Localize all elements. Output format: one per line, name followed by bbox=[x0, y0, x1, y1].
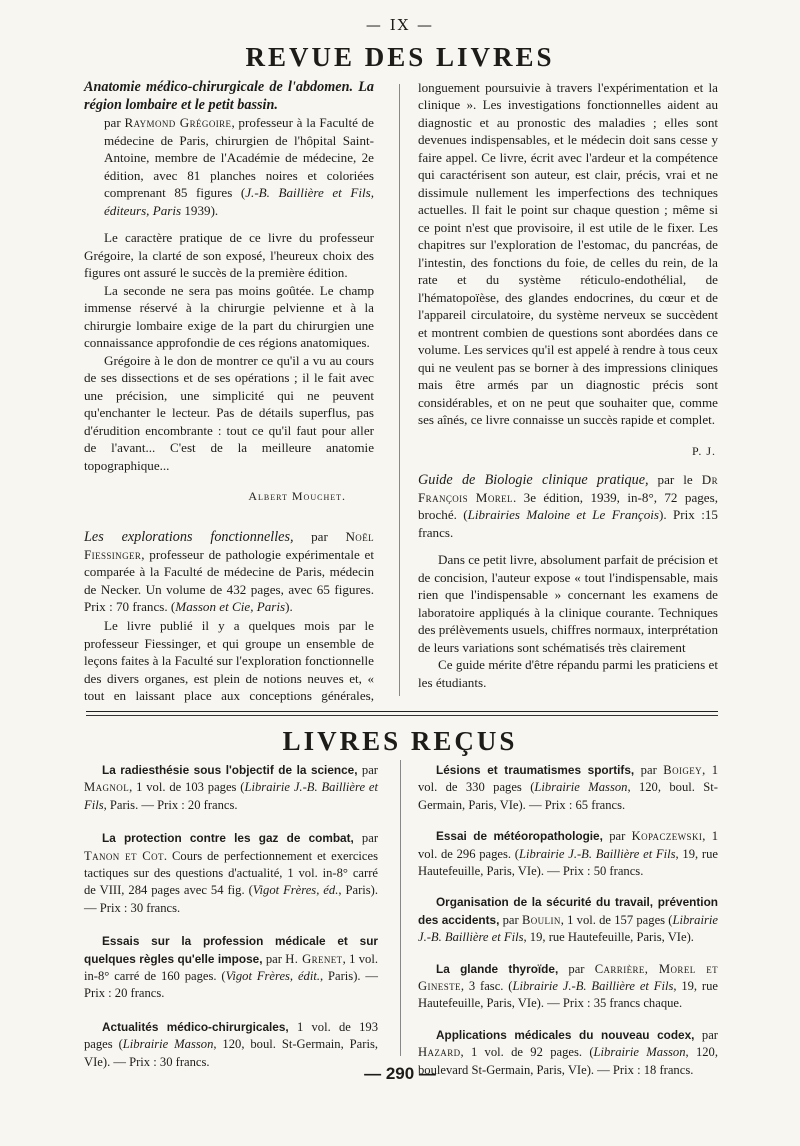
recu-entry bbox=[84, 762, 378, 814]
recu-price: , Paris. — Prix : 20 francs. bbox=[103, 797, 238, 812]
guide-title: Guide de Biologie clinique pratique, bbox=[418, 471, 649, 488]
recu-title: Essai de météoropathologie, bbox=[436, 829, 603, 844]
revue-right-column bbox=[418, 78, 718, 691]
explorations-publisher: Masson et Cie, Paris bbox=[175, 599, 286, 614]
recu-publisher: Librairie Masson bbox=[593, 1045, 686, 1060]
explorations-signature: P. J. bbox=[691, 444, 716, 458]
anatomie-title: Anatomie médico-chirurgicale de l'abdomen. La région lombaire et le petit bassin. bbox=[84, 79, 374, 113]
recu-publisher: Librairie Masson bbox=[534, 780, 628, 795]
recu-publisher: Vigot Frères, éd. bbox=[252, 883, 339, 898]
guide-publisher: Librairies Maloine et Le François bbox=[467, 507, 660, 522]
explorations-continued bbox=[418, 78, 718, 427]
recu-price: , 19, rue Hautefeuille, Paris, VIe). — Prix : 50 francs. bbox=[418, 846, 718, 879]
recu-by: par bbox=[694, 1027, 719, 1042]
recu-by: par bbox=[602, 829, 632, 844]
recu-by: par bbox=[499, 912, 522, 927]
recu-author: Carrière, Morel et Gineste bbox=[418, 961, 718, 994]
guide-by: par le bbox=[648, 471, 702, 487]
recu-author: Boulin bbox=[521, 912, 561, 927]
explorations-details: , professeur de pathologie expérimentale et comparée à la Faculté de médecine de Paris, médecin de Necker. Un volume de 432 pages, avec 65 figures. Prix : 70 francs. ( bbox=[84, 546, 374, 614]
recu-entry bbox=[418, 762, 718, 814]
anatomie-paragraph-2: La seconde ne sera pas moins goûtée. Le champ immense réservé à la chirurgie pelvienne et à la chirurgie lombaire exige de la part du chirurgien une connaissance approfondie de ces régions anatomiques. bbox=[84, 282, 374, 350]
anatomie-paragraph-3: Grégoire à le don de montrer ce qu'il a vu au cours de ses dissections et de ses opérations ; il le fait avec une précision, une simplicité qui ne peuvent qu'enchanter le lecteur. Pas de détails superflus, pas d'érudition encombrante : tout ce qu'il faut pour aller de l'avant... C'est de la meilleure anatomie topographique... bbox=[84, 352, 374, 473]
recu-price: , 19, rue Hautefeuille, Paris, VIe). bbox=[523, 930, 694, 945]
recu-price: , 120, boul. St-Germain, Paris, VIe). — Prix : 30 francs. bbox=[84, 1037, 378, 1069]
anatomie-signature: Albert Mouchet. bbox=[248, 489, 346, 503]
recu-author: Kopaczewski bbox=[631, 829, 703, 844]
recu-entry bbox=[84, 830, 378, 917]
anatomie-author: Raymond Grégoire bbox=[124, 115, 232, 130]
column-divider-top bbox=[399, 84, 400, 696]
guide-paragraph-1: Dans ce petit livre, absolument parfait de précision et de concision, l'auteur expose « tout l'indispensable, mais rien que l'indispensable » concernant les examens de laboratoire appliqués à la clinique courante. Techniques des prélèvements usuels, chiffres normaux, interprétation de leurs variations sont schématisés très clairement bbox=[418, 552, 718, 655]
recu-details: , 1 vol. de 296 pages. ( bbox=[418, 829, 718, 861]
guide-details: . 3e édition, 1939, in-8°, 72 pages, broché. ( bbox=[418, 489, 718, 522]
recu-details: . Cours de perfectionnement et exercices tactiques sur des questions d'actualité, 1 vol. in-8° carré de VIII, 284 pages avec 54 fig. ( bbox=[84, 848, 378, 898]
recu-price: , 120, boul. St-Germain, Paris, VIe). — Prix : 65 francs. bbox=[418, 780, 718, 812]
recu-by: par bbox=[558, 961, 595, 976]
explorations-title: Les explorations fonctionnelles, bbox=[84, 528, 294, 545]
recu-by: par bbox=[634, 763, 664, 777]
anatomie-publisher: J.-B. Baillière et Fils, éditeurs, Paris bbox=[104, 185, 374, 218]
anatomie-by: par bbox=[104, 115, 121, 130]
recu-details: , 1 vol. de 92 pages. ( bbox=[460, 1045, 594, 1060]
column-divider-bottom bbox=[400, 760, 401, 1056]
recu-author: Boigey bbox=[663, 763, 703, 777]
section-rule-thick bbox=[86, 711, 718, 712]
section-rule-thin bbox=[86, 715, 718, 716]
explorations-end: ). bbox=[285, 599, 293, 614]
recu-details: , 1 vol. de 330 pages ( bbox=[418, 763, 718, 795]
roman-folio: — IX — bbox=[365, 16, 435, 34]
recu-title: Organisation de la sécurité du travail, prévention des accidents, bbox=[418, 895, 718, 927]
anatomie-year: 1939). bbox=[181, 202, 219, 218]
recu-publisher: Librairie J.-B. Baillière et Fils bbox=[84, 780, 378, 812]
explorations-reference bbox=[84, 528, 374, 616]
recu-publisher: Librairie J.-B. Baillière et Fils bbox=[519, 846, 676, 861]
livres-recus-heading: LIVRES REÇUS bbox=[282, 726, 518, 756]
recu-title: Lésions et traumatismes sportifs, bbox=[436, 763, 635, 777]
guide-paragraph-2: Ce guide mérite d'être répandu parmi les praticiens et les étudiants. bbox=[418, 657, 718, 690]
recu-title: La glande thyroïde, bbox=[436, 961, 559, 976]
anatomie-details: , professeur à la Faculté de médecine de Paris, chirurgien de l'hôpital Saint-Antoine, membre de l'Académie de médecine, 2e édition, avec 81 planches noires et coloriées comprenant 85 figures ( bbox=[104, 115, 374, 200]
explorations-paragraph-continued: longuement poursuivie à travers l'expérimentation et la clinique ». Les investigations fonctionnelles aident au diagnostic et au pronostic des maladies ; elles sont devenues indispensables, et le médecin doit sans cesse y faire appel. Ce livre, écrit avec l'ardeur et la compétence qui caractérisent son auteur, est clair, précis, vrai et ne dissimule nullement les imperfections des techniques actuelles. Il fait le point sur chaque question ; même si ce point n'est que provisoire, il est utile de le fixer. Les chapitres sur l'exploration de l'estomac, du pancréas, de l'intestin, des fonctions du foie, de celles du rein, de la rate et du système réticulo-endothélial, de l'hématopoïèse, des glandes endocrines, du cœur et de l'appareil circulatoire, du système nerveux se succèdent et montrent combien de questions sont abordées dans ce volume. Les services qu'il est appelé à rendre à tous ceux qui ne veulent pas se borner à des impressions cliniques mais être armés par un diagnostic précis sont considérables, et on ne peut que souhaiter que, comme ses aînés, ce livre connaisse un succès rapide et complet. bbox=[418, 79, 718, 427]
recu-entry bbox=[418, 961, 718, 1013]
anatomie-paragraph-1: Le caractère pratique de ce livre du professeur Grégoire, la clarté de son exposé, l'heureux choix des figures ont assuré le succès de la première édition. bbox=[84, 230, 374, 280]
recu-price: , 120, boulevard St-Germain, Paris, VIe). — Prix : 18 francs. bbox=[418, 1045, 718, 1077]
recu-price: , 19, rue Hautefeuille, Paris, VIe). — Prix : 35 francs chaque. bbox=[418, 979, 718, 1011]
recu-details: , 1 vol. de 157 pages ( bbox=[560, 912, 673, 927]
recu-price: , Paris). — Prix : 20 francs. bbox=[84, 969, 378, 1001]
revue-des-livres-heading: REVUE DES LIVRES bbox=[245, 42, 555, 72]
recu-publisher: Librairie J.-B. Baillière et Fils bbox=[512, 979, 674, 994]
recu-title: Applications médicales du nouveau codex, bbox=[436, 1027, 695, 1042]
recu-entry bbox=[84, 933, 378, 1003]
recu-by: par bbox=[262, 951, 286, 966]
recu-price: , Paris). — Prix : 30 francs. bbox=[84, 883, 379, 915]
recu-details: , 1 vol. de 103 pages ( bbox=[129, 780, 245, 795]
recu-title: La protection contre les gaz de combat, bbox=[102, 831, 354, 846]
recu-author: Magnol bbox=[84, 780, 130, 795]
recu-title: La radiesthésie sous l'objectif de la science, bbox=[102, 763, 358, 777]
explorations-paragraph-start bbox=[84, 617, 374, 703]
revue-left-column bbox=[84, 78, 374, 616]
recu-entry bbox=[418, 828, 718, 880]
explorations-paragraph: Le livre publié il y a quelques mois par le professeur Fiessinger, et qui groupe un ensemble de leçons faites à la Faculté sur l'exploration fonctionnelle des divers organes, est plein de notions neuves et, « tout en laissant place aux conceptions générales, bbox=[84, 618, 374, 703]
anatomie-reference bbox=[84, 114, 374, 219]
explorations-author: Noël Fiessinger bbox=[84, 528, 374, 562]
recus-right-column bbox=[418, 762, 718, 1079]
recu-details: , 3 fasc. ( bbox=[460, 979, 513, 994]
recu-author: Tanon et Cot bbox=[84, 848, 164, 863]
recu-publisher: Librairie J.-B. Baillière et Fils bbox=[418, 912, 718, 945]
page-number: — 290 — bbox=[364, 1064, 436, 1083]
recu-entry bbox=[418, 894, 718, 946]
recu-details: , 1 vol. in-8° carré de 160 pages. ( bbox=[84, 951, 378, 984]
recu-details: 1 vol. de 193 pages ( bbox=[84, 1019, 378, 1052]
recu-author: Hazard bbox=[418, 1045, 461, 1060]
recu-by: par bbox=[357, 763, 378, 777]
guide-end: ). Prix :15 francs. bbox=[418, 507, 718, 540]
recus-left-column bbox=[84, 762, 378, 1071]
recu-publisher: Vigot Frères, édit. bbox=[225, 969, 320, 984]
recu-title: Actualités médico-chirurgicales, bbox=[102, 1019, 289, 1034]
recu-author: H. Grenet bbox=[285, 951, 343, 966]
guide-author: Dr François Morel bbox=[418, 471, 718, 505]
recu-title: Essais sur la profession médicale et sur quelques règles qu'elle impose, bbox=[84, 934, 378, 966]
recu-by: par bbox=[353, 831, 379, 846]
recu-publisher: Librairie Masson bbox=[122, 1037, 214, 1052]
explorations-by: par bbox=[293, 528, 346, 544]
guide-reference bbox=[418, 471, 718, 542]
